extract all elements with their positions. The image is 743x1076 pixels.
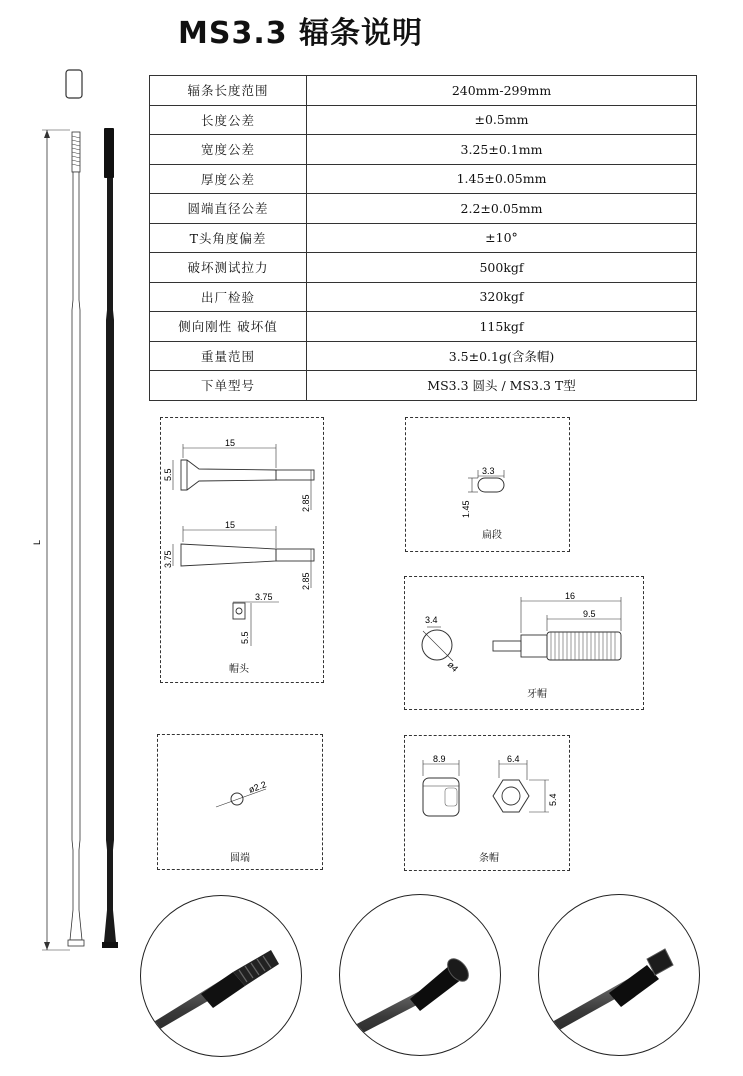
head-dim-width-1: 2.85 (301, 494, 311, 512)
round-detail-box (157, 734, 323, 870)
head-dim-height-1: 5.5 (163, 468, 173, 481)
table-row (150, 282, 697, 312)
table-row (150, 135, 697, 165)
thread-dim-thread: 9.5 (583, 609, 596, 619)
spec-label: 长度公差 (150, 105, 307, 135)
page-title: MS3.3 辐条说明 (178, 16, 424, 51)
spec-label: 下单型号 (150, 371, 307, 401)
photo-thread-nipple (140, 895, 302, 1057)
spec-value: 115kgf (307, 312, 697, 342)
head-dim-length-1: 15 (225, 438, 236, 448)
photo-round-head (339, 894, 501, 1056)
nipple-dim-hex: 6.4 (507, 754, 520, 764)
spec-label: 侧向刚性 破坏值 (150, 312, 307, 342)
thread-dim-total: 16 (565, 591, 576, 601)
table-row (150, 105, 697, 135)
nipple-cap-outline (66, 70, 82, 98)
head-detail-drawing (161, 418, 325, 684)
thread-caption: 牙帽 (527, 689, 547, 700)
flat-dim-height: 1.45 (461, 500, 471, 518)
spec-value: 500kgf (307, 253, 697, 283)
head-dim-square-h: 5.5 (240, 631, 250, 644)
spec-value: 2.2±0.05mm (307, 194, 697, 224)
spec-value: 1.45±0.05mm (307, 164, 697, 194)
nipple-caption: 条帽 (479, 853, 499, 864)
thread-dim-diameter: ø4 (445, 659, 461, 674)
table-row (150, 312, 697, 342)
spec-label: 出厂检验 (150, 282, 307, 312)
table-row (150, 223, 697, 253)
head-dim-width-2: 2.85 (301, 572, 311, 590)
head-dim-length-2: 15 (225, 520, 236, 530)
table-row (150, 76, 697, 106)
spoke-side-drawing (0, 60, 140, 1030)
table-row (150, 194, 697, 224)
flat-dim-width: 3.3 (482, 466, 495, 476)
nipple-dim-height: 5.4 (548, 793, 558, 806)
table-row (150, 253, 697, 283)
head-detail-box (160, 417, 324, 683)
head-dim-height-2: 3.75 (163, 550, 173, 568)
table-row (150, 371, 697, 401)
spec-value: 240mm-299mm (307, 76, 697, 106)
spec-label: 宽度公差 (150, 135, 307, 165)
thread-detail-box (404, 576, 644, 710)
spec-label: 圆端直径公差 (150, 194, 307, 224)
flat-detail-box (405, 417, 570, 552)
spec-value: MS3.3 圆头 / MS3.3 T型 (307, 371, 697, 401)
spec-label: T头角度偏差 (150, 223, 307, 253)
nipple-detail-box (404, 735, 570, 871)
head-dim-square-w: 3.75 (255, 592, 273, 602)
thread-dim-small: 3.4 (425, 615, 438, 625)
head-caption: 帽头 (229, 664, 249, 675)
round-caption: 圆端 (230, 853, 250, 864)
spec-value: ±10° (307, 223, 697, 253)
nipple-dim-length: 8.9 (433, 754, 446, 764)
spec-label: 厚度公差 (150, 164, 307, 194)
spec-value: 320kgf (307, 282, 697, 312)
thread-detail-drawing (405, 577, 645, 711)
spec-label: 重量范围 (150, 341, 307, 371)
spec-value: 3.5±0.1g(含条帽) (307, 341, 697, 371)
table-row (150, 164, 697, 194)
spec-label: 破坏测试拉力 (150, 253, 307, 283)
round-dim-diameter: ø2.2 (247, 779, 268, 795)
photo-t-head (538, 894, 700, 1056)
spec-value: 3.25±0.1mm (307, 135, 697, 165)
spec-table (149, 75, 697, 401)
table-row (150, 341, 697, 371)
flat-caption: 扁段 (482, 530, 502, 541)
spec-label: 辐条长度范围 (150, 76, 307, 106)
spec-value: ±0.5mm (307, 105, 697, 135)
length-dimension-label: L (32, 539, 42, 545)
